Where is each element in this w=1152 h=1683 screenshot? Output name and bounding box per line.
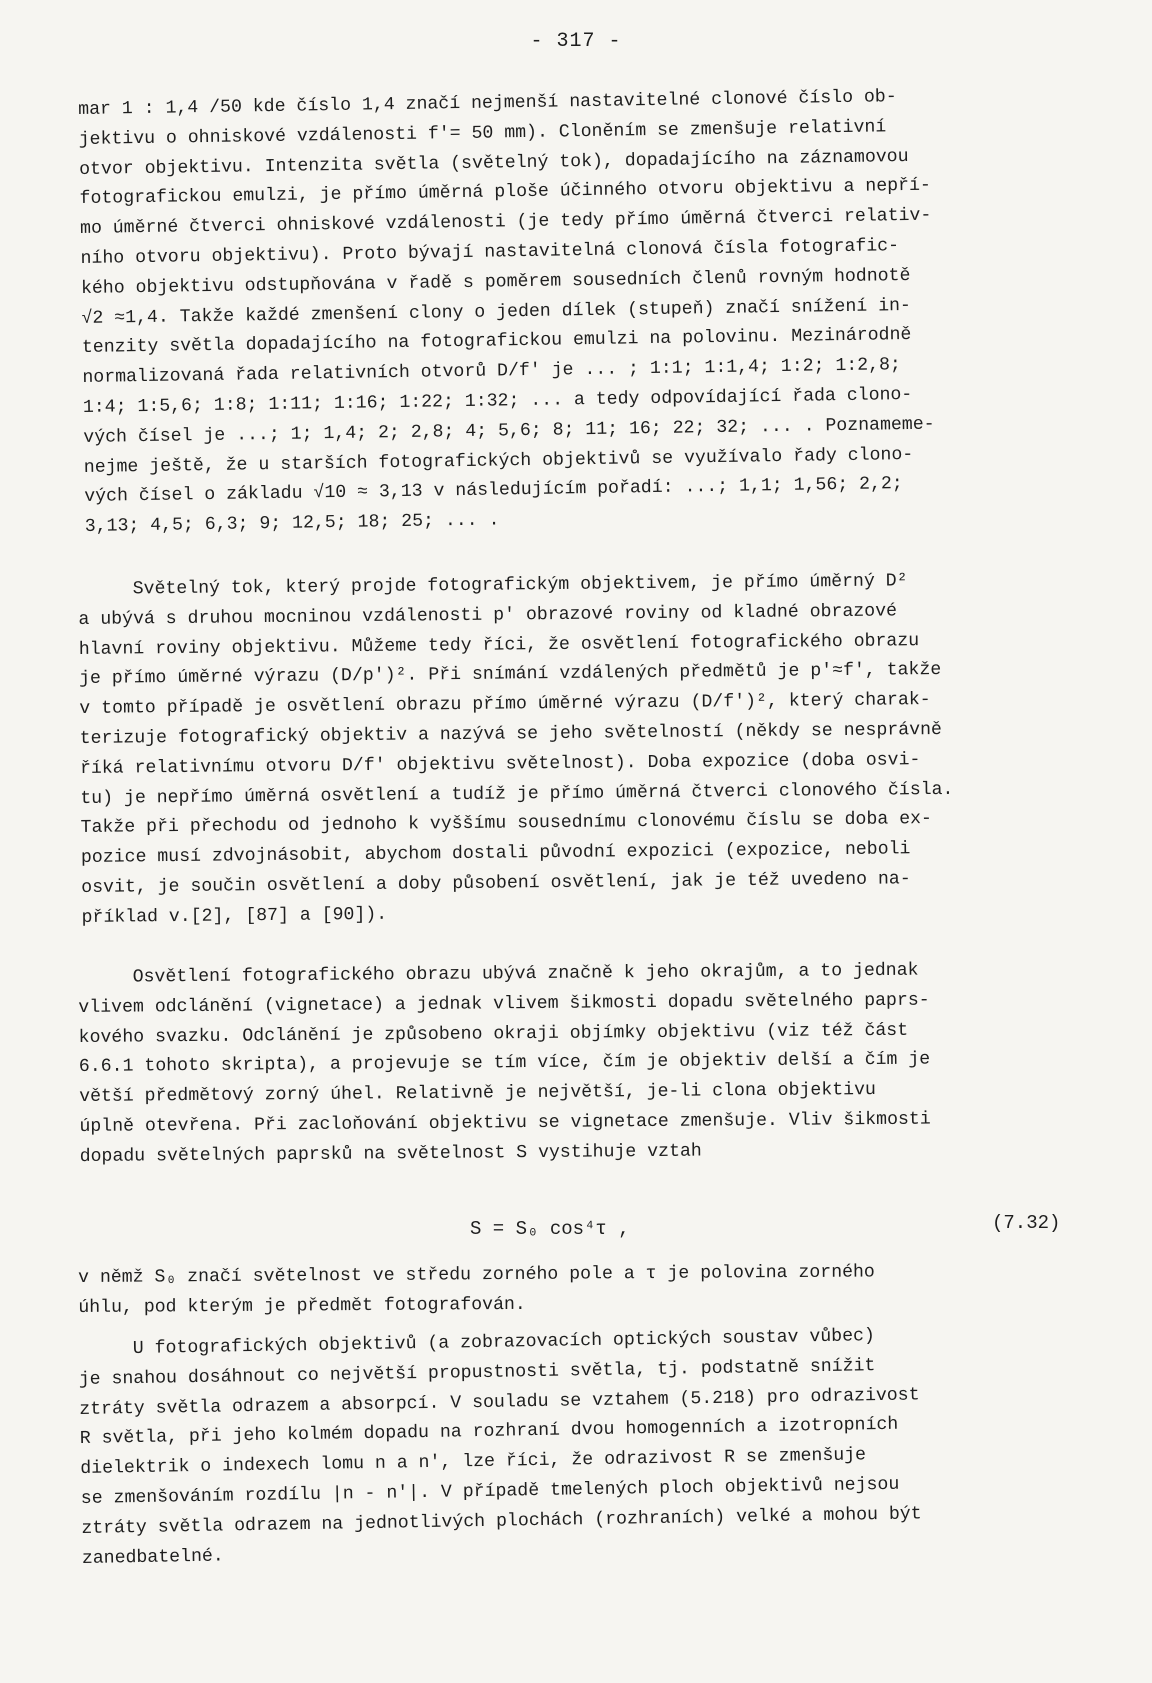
text-line: úhlu, pod kterým je předmět fotografován.: [78, 1294, 526, 1318]
page-number: - 317 -: [530, 30, 622, 53]
text-line: úplně otevřena. Při zacloňování objektivu se vignetace zmenšuje. Vliv šikmosti: [79, 1109, 931, 1137]
text-line: větší předmětový zorný úhel. Relativně je největší, je-li clona objektivu: [79, 1080, 876, 1108]
text-line: Osvětlení fotografického obrazu ubývá značně k jeho okrajům, a to jednak: [78, 960, 919, 988]
text-line: ztráty světla odrazem na jednotlivých plochách (rozhraních) velké a mohou být: [81, 1504, 922, 1539]
text-line: normalizovaná řada relativních otvorů D/f' je ... ; 1:1; 1:1,4; 1:2; 1:2,8;: [82, 355, 902, 389]
text-line: je snahou dosáhnout co největší propustnosti světla, tj. podstatně snížit: [78, 1355, 876, 1390]
text-line: se zmenšováním rozdílu |n - n'|. V případě tmelených ploch objektivů nejsou: [80, 1474, 900, 1509]
text-line: v němž S₀ značí světelnost ve středu zorného pole a τ je polovina zorného: [78, 1262, 875, 1288]
text-line: dopadu světelných paprsků na světelnost S vystihuje vztah: [79, 1141, 702, 1167]
paragraph-1: [78, 80, 1085, 543]
text-line: √2 ≈1,4. Takže každé zmenšení clony o jeden dílek (stupeň) značí snížení in-: [81, 295, 912, 329]
text-line: U fotografických objektivů (a zobrazovacích optických soustav vůbec): [78, 1326, 876, 1360]
text-line: tu) je nepřímo úměrná osvětlení a tudíž je přímo úměrná čtverci clonového čísla.: [80, 779, 954, 809]
text-line: mar 1 : 1,4 /50 kde číslo 1,4 značí nejmenší nastavitelné clonové číslo ob-: [78, 87, 897, 120]
text-line: ztráty světla odrazem a absorpcí. V souladu se vztahem (5.218) pro odrazivost: [79, 1384, 920, 1420]
text-line: osvit, je součin osvětlení a doby působení osvětlení, jak je též uvedeno na-: [81, 869, 911, 898]
text-line: 6.6.1 tohoto skripta), a projevuje se tím více, čím je objektiv delší a čím je: [78, 1049, 931, 1078]
text-line: Takže při přechodu od jednoho k vyššímu sousednímu clonovému číslu se doba ex-: [80, 809, 933, 839]
text-line: hlavní roviny objektivu. Můžeme tedy říci, že osvětlení fotografického obrazu: [78, 630, 920, 660]
text-line: zanedbatelné.: [81, 1546, 224, 1569]
text-line: příklad v.[2], [87] a [90]).: [81, 904, 388, 928]
text-line: jektivu o ohniskové vzdálenosti f'= 50 mm). Cloněním se zmenšuje relativní: [78, 117, 887, 150]
text-line: vých čísel o základu √10 ≈ 3,13 v následujícím pořadí: ...; 1,1; 1,56; 2,2;: [84, 474, 903, 508]
paragraph-2: [78, 566, 1082, 934]
text-line: nejme ještě, že u starších fotografických objektivů se využívalo řady clono-: [83, 444, 914, 478]
text-line: v tomto případě je osvětlení obrazu přímo úměrné výrazu (D/f')², který charak-: [79, 690, 931, 720]
text-line: fotografickou emulzi, je přímo úměrná ploše účinného otvoru objektivu a nepří-: [79, 176, 932, 210]
text-line: tenzity světla dopadajícího na fotografickou emulzi na polovinu. Mezinárodně: [81, 325, 912, 359]
text-line: R světla, při jeho kolmém dopadu na rozhraní dvou homogenních a izotropních: [79, 1415, 899, 1450]
text-line: kového svazku. Odclánění je způsobeno okraji objímky objektivu (viz též část: [78, 1020, 909, 1048]
text-line: vých čísel je ...; 1; 1,4; 2; 2,8; 4; 5,6; 8; 11; 16; 22; 32; ... . Poznameme-: [83, 414, 935, 448]
text-line: kého objektivu odstupňována v řadě s poměrem sousedních členů rovným hodnotě: [80, 265, 911, 299]
paragraph-4: [78, 1257, 1078, 1324]
text-line: 1:4; 1:5,6; 1:8; 1:11; 1:16; 1:22; 1:32; ... a tedy odpovídající řada clono-: [82, 384, 913, 418]
text-line: terizuje fotografický objektiv a nazývá se jeho světelností (někdy se nesprávně: [79, 719, 942, 749]
paragraph-3: [78, 955, 1080, 1172]
text-line: Světelný tok, který projde fotografickým objektivem, je přímo úměrný D²: [78, 571, 908, 600]
paragraph-5: [78, 1319, 1082, 1575]
text-line: říká relativnímu otvoru D/f' objektivu světelnost). Doba expozice (doba osvi-: [79, 749, 921, 779]
equation-number: (7.32): [992, 1212, 1061, 1234]
text-line: mo úměrné čtverci ohniskové vzdálenosti (je tedy přímo úměrná čtverci relativ-: [79, 205, 932, 240]
text-line: otvor objektivu. Intenzita světla (světelný tok), dopadajícího na záznamovou: [78, 146, 909, 180]
equation: S = S₀ cos⁴τ ,: [470, 1218, 630, 1240]
text-line: vlivem odclánění (vignetace) a jednak vlivem šikmosti dopadu světelného paprs-: [78, 990, 930, 1018]
text-line: dielektrik o indexech lomu n a n', lze říci, že odrazivost R se zmenšuje: [80, 1445, 867, 1480]
text-line: 3,13; 4,5; 6,3; 9; 12,5; 18; 25; ... .: [84, 510, 500, 538]
text-line: ního otvoru objektivu). Proto bývají nastavitelná clonová čísla fotografic-: [80, 236, 900, 269]
text-line: pozice musí zdvojnásobit, abychom dostali původní expozici (expozice, neboli: [80, 839, 911, 869]
text-line: je přímo úměrné výrazu (D/p')². Při snímání vzdálených předmětů je p'≈f', takže: [78, 660, 942, 690]
text-line: a ubývá s druhou mocninou vzdálenosti p' obrazové roviny od kladné obrazové: [78, 601, 898, 630]
